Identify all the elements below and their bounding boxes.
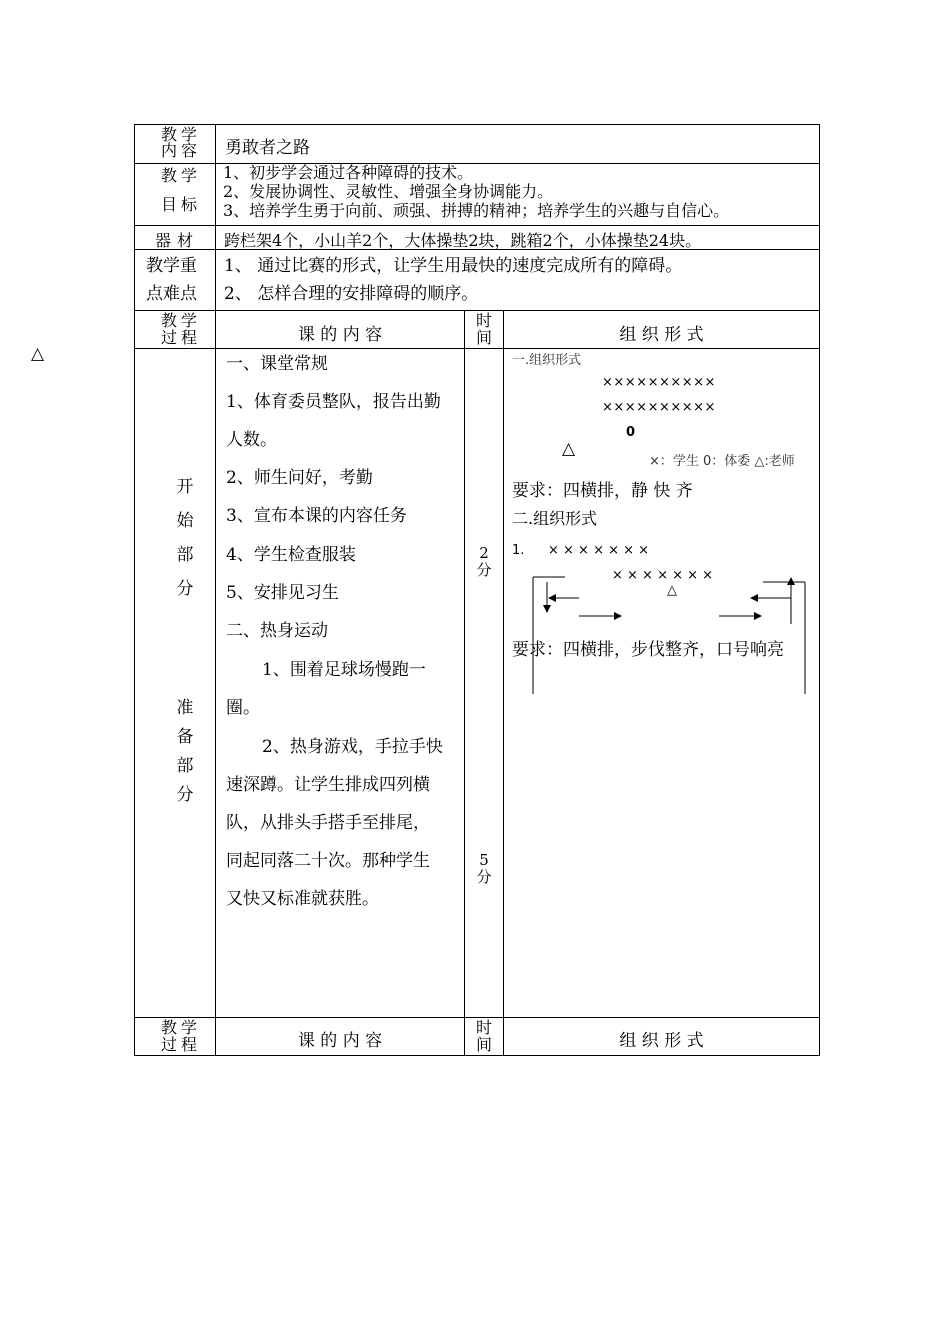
time-start-num: 2 xyxy=(479,544,489,562)
monitor-marker: 0 xyxy=(626,425,636,440)
goal-item: 1、初步学会通过各种障碍的技术。 xyxy=(223,163,474,182)
materials-label: 器材 xyxy=(155,231,200,250)
time-prepare-num: 5 xyxy=(479,851,489,869)
time-start-unit: 分 xyxy=(476,561,492,579)
part-start-char: 分 xyxy=(176,579,194,599)
time-header-top: 时 xyxy=(475,311,492,330)
formation-row-1: ×××××××××× xyxy=(602,375,716,390)
lesson-line: 2、热身游戏，手拉手快 xyxy=(262,737,443,757)
part-start-char: 部 xyxy=(176,545,194,565)
goal-item: 2、发展协调性、灵敏性、增强全身协调能力。 xyxy=(223,182,554,201)
keypoints-label-top: 教学重 xyxy=(146,256,197,276)
requirement-2: 要求：四横排，步伐整齐，口号响亮 xyxy=(512,640,784,660)
time-start xyxy=(465,545,503,579)
lesson-line: 5、安排见习生 xyxy=(226,583,339,603)
requirement-1: 要求：四横排，静 快 齐 xyxy=(512,481,693,501)
org-column-header: 组 织 形 式 xyxy=(619,1031,704,1051)
content-label-bottom: 内容 xyxy=(160,141,201,160)
lesson-line: 1、体育委员整队，报告出勤 xyxy=(226,392,441,412)
formation-row-4: × × × × × × × xyxy=(612,568,714,583)
time-column-header xyxy=(465,1019,503,1053)
time-prepare xyxy=(465,852,503,886)
running-route-diagram xyxy=(505,570,817,696)
content-label-top: 教学 xyxy=(160,125,201,144)
lesson-line: 3、宣布本课的内容任务 xyxy=(226,506,407,526)
time-prepare-unit: 分 xyxy=(476,868,492,886)
part-prepare-label xyxy=(168,694,202,810)
part-prepare-char: 部 xyxy=(176,756,194,776)
lesson-line: 圈。 xyxy=(226,698,260,718)
part-prepare-char: 分 xyxy=(176,785,194,805)
keypoint-item: 1、 通过比赛的形式，让学生用最快的速度完成所有的障碍。 xyxy=(224,256,683,276)
formation-row-3: × × × × × × × xyxy=(548,543,650,558)
lesson-line: 1、围着足球场慢跑一 xyxy=(262,660,426,680)
formation-row-2: ×××××××××× xyxy=(602,400,716,415)
part-start-char: 开 xyxy=(176,477,194,497)
lesson-line: 二、热身运动 xyxy=(226,621,328,641)
lesson-line: 速深蹲。让学生排成四列横 xyxy=(226,775,430,795)
time-header-bottom: 间 xyxy=(475,1035,492,1054)
time-column-header xyxy=(465,312,503,346)
org-item-number: 1. xyxy=(512,543,525,558)
goals-label-top: 教学 xyxy=(160,166,201,185)
keypoints-label-bottom: 点难点 xyxy=(146,284,197,304)
org-column-header: 组 织 形 式 xyxy=(619,325,704,345)
time-header-top: 时 xyxy=(475,1018,492,1037)
materials-value: 跨栏架4个，小山羊2个，大体操垫2块，跳箱2个，小体操垫24块。 xyxy=(224,231,702,250)
keypoint-item: 2、 怎样合理的安排障碍的顺序。 xyxy=(224,284,479,304)
lesson-line: 一、课堂常规 xyxy=(226,354,328,374)
part-start-char: 始 xyxy=(176,511,194,531)
lesson-line: 人数。 xyxy=(226,430,277,450)
process-label-bottom: 过程 xyxy=(160,1035,201,1054)
teacher-marker: △ xyxy=(562,439,576,459)
lesson-line: 2、师生问好，考勤 xyxy=(226,468,373,488)
goals-label-bottom: 目标 xyxy=(160,195,201,214)
part-prepare-char: 备 xyxy=(176,727,194,747)
lesson-line: 队，从排头手搭手至排尾， xyxy=(226,813,430,833)
content-column-header: 课 的 内 容 xyxy=(297,1031,383,1051)
time-header-bottom: 间 xyxy=(475,328,492,347)
part-start-label xyxy=(168,470,202,606)
lesson-line: 又快又标准就获胜。 xyxy=(226,889,379,909)
lesson-line: 4、学生检查服装 xyxy=(226,545,356,565)
formation-legend: ×：学生 0：体委 △:老师 xyxy=(649,454,795,469)
process-label-top: 教学 xyxy=(160,311,201,330)
side-triangle-mark: △ xyxy=(31,344,45,364)
process-label-top: 教学 xyxy=(160,1018,201,1037)
goal-item: 3、培养学生勇于向前、顽强、拼搏的精神；培养学生的兴趣与自信心。 xyxy=(223,201,730,220)
lesson-line: 同起同落二十次。那种学生 xyxy=(226,851,430,871)
org-title-1: 一.组织形式 xyxy=(512,353,582,368)
teacher-marker-2: △ xyxy=(667,583,677,598)
part-prepare-char: 准 xyxy=(176,698,194,718)
content-value: 勇敢者之路 xyxy=(225,138,310,158)
org-title-2: 二.组织形式 xyxy=(512,509,598,528)
content-column-header: 课 的 内 容 xyxy=(297,325,383,345)
process-label-bottom: 过程 xyxy=(160,328,201,347)
goals-list xyxy=(223,163,729,220)
